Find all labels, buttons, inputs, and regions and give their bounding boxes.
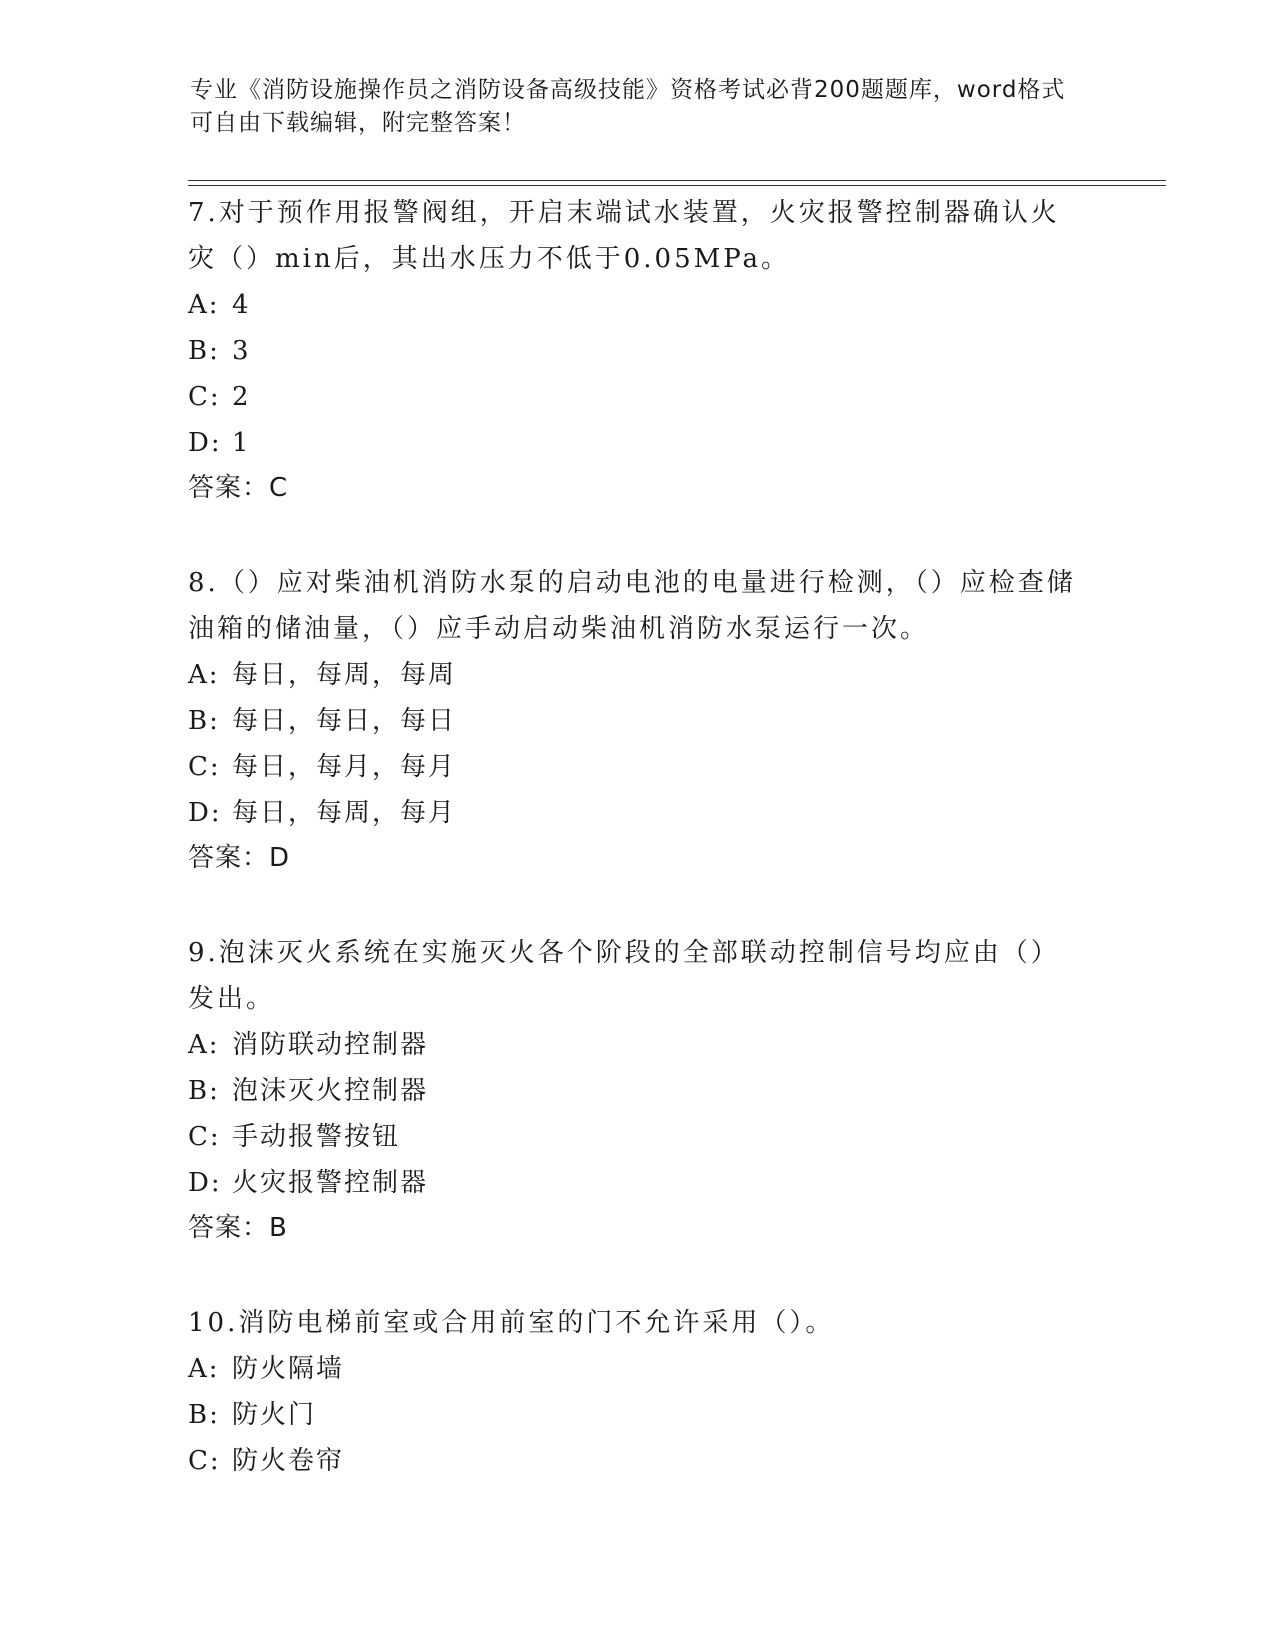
option-key: C: [188,752,221,782]
option-key: D: [188,798,222,828]
option-key: C: [188,1446,221,1476]
option-key: D: [188,428,222,458]
option-text: 2 [232,382,251,412]
option-text: 火灾报警控制器 [232,1168,429,1198]
question-stem: 7.对于预作用报警阀组，开启末端试水装置，火灾报警控制器确认火灾（）min后，其出水压力不低于0.05MPa。 [188,198,1060,274]
option-text: 消防联动控制器 [232,1030,429,1060]
option-text: 防火门 [232,1400,317,1430]
option-c [188,744,1088,790]
option-a [188,1346,1088,1392]
answer-line: 答案：D [188,843,291,873]
question-9 [188,928,1088,1250]
option-key: B: [188,1400,220,1430]
question-stem: 9.泡沫灭火系统在实施灭火各个阶段的全部联动控制信号均应由（）发出。 [188,938,1060,1014]
option-text: 4 [232,290,251,320]
option-a [188,652,1088,698]
option-text: 每日，每周，每月 [232,798,457,828]
option-b [188,1068,1088,1114]
option-text: 防火隔墙 [232,1354,345,1384]
option-key: B: [188,336,220,366]
option-key: C: [188,1122,221,1152]
answer-line: 答案：B [188,1213,288,1243]
document-header: 专业《消防设施操作员之消防设备高级技能》资格考试必背200题题库，word格式可自由下载编辑，附完整答案！ [190,77,1066,136]
option-c [188,1438,1088,1484]
option-d [188,790,1088,836]
option-b [188,698,1088,744]
option-key: B: [188,1076,220,1106]
header-divider-top [188,180,1166,181]
question-stem: 8.（）应对柴油机消防水泵的启动电池的电量进行检测，（）应检查储油箱的储油量，（）应手动启动柴油机消防水泵运行一次。 [188,568,1076,644]
question-list [188,188,1088,1484]
option-d [188,420,1088,466]
option-c [188,374,1088,420]
option-a [188,282,1088,328]
question-stem: 10.消防电梯前室或合用前室的门不允许采用（）。 [188,1308,835,1338]
header-divider-bottom [188,185,1166,186]
option-text: 每日，每周，每周 [232,660,457,690]
option-text: 手动报警按钮 [232,1122,401,1152]
question-10 [188,1298,1088,1484]
option-text: 1 [232,428,251,458]
option-d [188,1160,1088,1206]
question-8 [188,558,1088,880]
option-key: A: [188,1354,220,1384]
option-key: D: [188,1168,222,1198]
option-c [188,1114,1088,1160]
option-b [188,328,1088,374]
option-text: 每日，每日，每日 [232,706,457,736]
option-text: 防火卷帘 [232,1446,345,1476]
option-text: 每日，每月，每月 [232,752,457,782]
answer-line: 答案：C [188,473,289,503]
question-7 [188,188,1088,510]
option-key: A: [188,1030,220,1060]
option-key: A: [188,660,220,690]
option-text: 泡沫灭火控制器 [232,1076,429,1106]
option-key: A: [188,290,220,320]
option-b [188,1392,1088,1438]
option-key: C: [188,382,221,412]
option-key: B: [188,706,220,736]
option-a [188,1022,1088,1068]
option-text: 3 [232,336,251,366]
